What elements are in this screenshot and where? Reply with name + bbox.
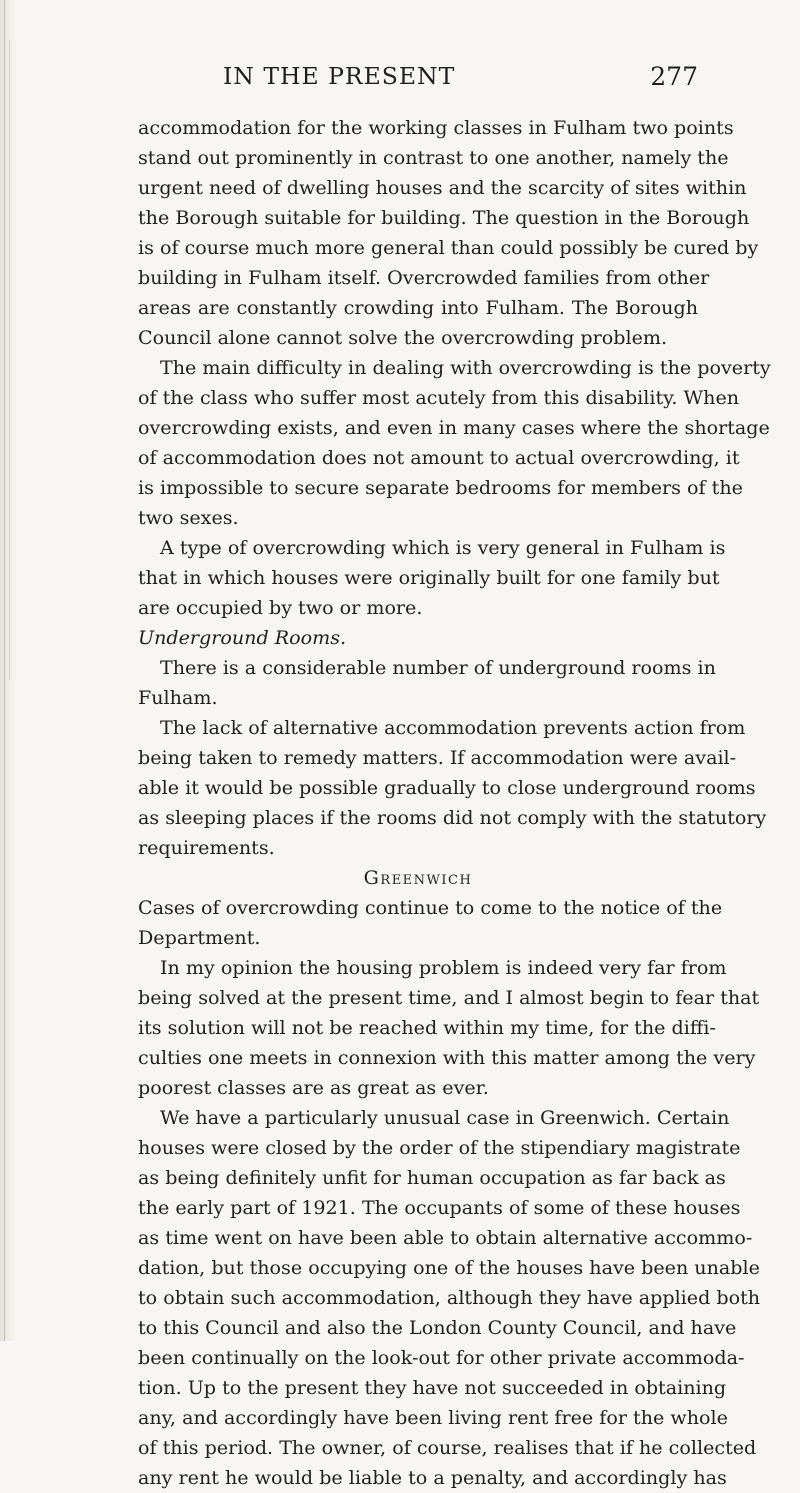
text-line: The lack of alternative accommodation prevents action from (160, 716, 746, 739)
text-line: overcrowding exists, and even in many cases where the shortage (138, 416, 770, 439)
text-line: Fulham. (138, 686, 218, 709)
text-line: of accommodation does not amount to actual overcrowding, it (138, 446, 740, 469)
section-heading: Greenwich (363, 866, 473, 889)
binding-shadow-line (9, 40, 10, 680)
text-line: the Borough suitable for building. The question in the Borough (138, 206, 750, 229)
text-line: that in which houses were originally built for one family but (138, 566, 720, 589)
text-line: Cases of overcrowding continue to come to the notice of the (138, 896, 723, 919)
text-line: being solved at the present time, and I almost begin to fear that (138, 986, 760, 1009)
page-number: 277 (650, 62, 698, 91)
text-line: as sleeping places if the rooms did not comply with the statutory (138, 806, 767, 829)
text-line: of this period. The owner, of course, realises that if he collected (138, 1436, 757, 1459)
text-line: houses were closed by the order of the stipendiary magistrate (138, 1136, 741, 1159)
text-line: two sexes. (138, 506, 239, 529)
text-line: is impossible to secure separate bedrooms for members of the (138, 476, 743, 499)
text-line: There is a considerable number of underground rooms in (160, 656, 716, 679)
text-line: tion. Up to the present they have not succeeded in obtaining (138, 1376, 727, 1399)
binding-shadow-line (4, 0, 5, 1341)
text-line: the early part of 1921. The occupants of some of these houses (138, 1196, 741, 1219)
text-line: as being definitely unfit for human occupation as far back as (138, 1166, 726, 1189)
text-line: poorest classes are as great as ever. (138, 1076, 489, 1099)
text-line: been continually on the look-out for other private accommoda- (138, 1346, 745, 1369)
text-line: its solution will not be reached within my time, for the diffi- (138, 1016, 716, 1039)
text-line: is of course much more general than could possibly be cured by (138, 236, 759, 259)
text-line: any rent he would be liable to a penalty, and accordingly has (138, 1466, 727, 1489)
text-line: any, and accordingly have been living rent free for the whole (138, 1406, 728, 1429)
text-line: of the class who suffer most acutely from this disability. When (138, 386, 740, 409)
text-line: to obtain such accommodation, although they have applied both (138, 1286, 761, 1309)
text-line: are occupied by two or more. (138, 596, 423, 619)
text-line: able it would be possible gradually to close underground rooms (138, 776, 756, 799)
body-text (138, 113, 771, 1493)
text-line: building in Fulham itself. Overcrowded families from other (138, 266, 710, 289)
text-line: We have a particularly unusual case in Greenwich. Certain (160, 1106, 730, 1129)
text-line: to this Council and also the London County Council, and have (138, 1316, 737, 1339)
text-line: areas are constantly crowding into Fulham. The Borough (138, 296, 698, 319)
text-line: being taken to remedy matters. If accommodation were avail- (138, 746, 737, 769)
running-head: IN THE PRESENT (223, 62, 456, 90)
text-line: The main difficulty in dealing with overcrowding is the poverty (160, 356, 771, 379)
text-line: stand out prominently in contrast to one another, namely the (138, 146, 729, 169)
text-line: accommodation for the working classes in Fulham two points (138, 116, 734, 139)
text-line: In my opinion the housing problem is indeed very far from (160, 956, 727, 979)
text-line: dation, but those occupying one of the houses have been unable (138, 1256, 760, 1279)
section-subheading: Underground Rooms. (138, 626, 347, 649)
text-line: Department. (138, 926, 261, 949)
page-header (138, 62, 698, 102)
text-line: urgent need of dwelling houses and the scarcity of sites within (138, 176, 747, 199)
text-line: A type of overcrowding which is very general in Fulham is (160, 536, 726, 559)
text-line: culties one meets in connexion with this matter among the very (138, 1046, 756, 1069)
text-line: requirements. (138, 836, 275, 859)
text-line: as time went on have been able to obtain alternative accommo- (138, 1226, 753, 1249)
text-line: Council alone cannot solve the overcrowding problem. (138, 326, 668, 349)
